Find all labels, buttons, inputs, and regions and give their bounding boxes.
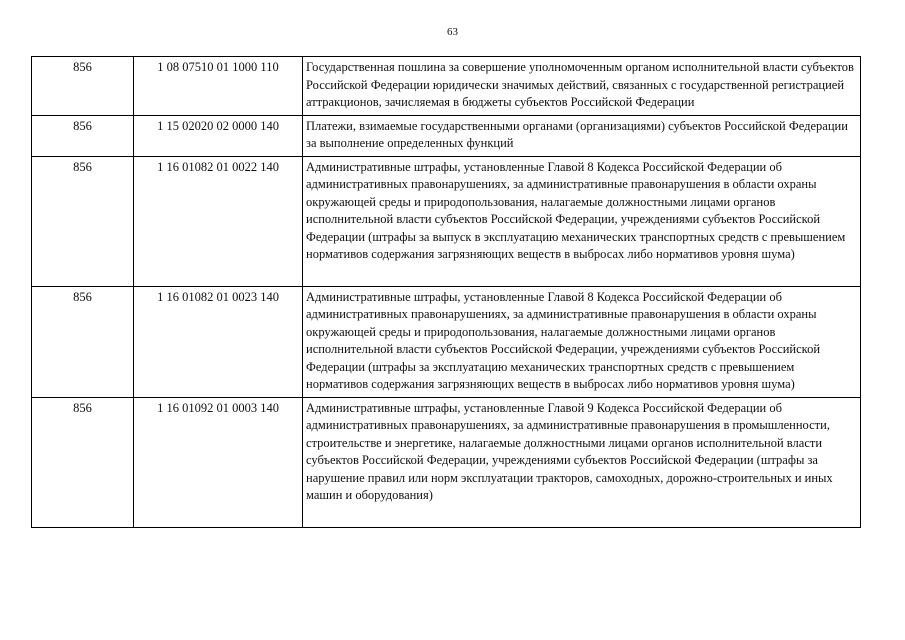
kbk-code-cell: 1 16 01082 01 0023 140	[134, 286, 303, 397]
admin-code-cell: 856	[32, 57, 134, 116]
table-row	[32, 397, 861, 527]
table-row	[32, 57, 861, 116]
admin-code-cell: 856	[32, 397, 134, 527]
description-cell: Административные штрафы, установленные Главой 8 Кодекса Российской Федерации об административных правонарушениях, за административные правонарушения в области охраны окружающей среды и природопользования, налагаемые должностными лицами органов исполнительной власти субъектов Российской Федерации, учреждениями субъектов Российской Федерации (штрафы за эксплуатацию механических транспортных средств с превышением нормативов содержания загрязняющих веществ в выбросах либо нормативов уровня шума)	[303, 286, 861, 397]
kbk-code-cell: 1 16 01082 01 0022 140	[134, 156, 303, 286]
kbk-code-cell: 1 16 01092 01 0003 140	[134, 397, 303, 527]
page-number: 63	[447, 26, 458, 38]
admin-code-cell: 856	[32, 156, 134, 286]
description-cell: Платежи, взимаемые государственными органами (организациями) субъектов Российской Федерации за выполнение определенных функций	[303, 115, 861, 156]
table-row	[32, 156, 861, 286]
description-cell: Административные штрафы, установленные Главой 8 Кодекса Российской Федерации об административных правонарушениях, за административные правонарушения в области охраны окружающей среды и природопользования, налагаемые должностными лицами органов исполнительной власти субъектов Российской Федерации, учреждениями субъектов Российской Федерации (штрафы за выпуск в эксплуатацию механических транспортных средств с превышением нормативов содержания загрязняющих веществ в выбросах либо нормативов уровня шума)	[303, 156, 861, 286]
admin-code-cell: 856	[32, 286, 134, 397]
kbk-code-cell: 1 08 07510 01 1000 110	[134, 57, 303, 116]
table-row	[32, 286, 861, 397]
description-cell: Государственная пошлина за совершение уполномоченным органом исполнительной власти субъектов Российской Федерации юридически значимых действий, связанных с государственной регистрацией аттракционов, зачисляемая в бюджеты субъектов Российской Федерации	[303, 57, 861, 116]
table-row	[32, 115, 861, 156]
description-cell: Административные штрафы, установленные Главой 9 Кодекса Российской Федерации об административных правонарушениях, за административные правонарушения в промышленности, строительстве и энергетике, налагаемые должностными лицами органов исполнительной власти субъектов Российской Федерации, учреждениями субъектов Российской Федерации (штрафы за нарушение правил или норм эксплуатации тракторов, самоходных, дорожно-строительных и иных машин и оборудования)	[303, 397, 861, 527]
admin-code-cell: 856	[32, 115, 134, 156]
budget-classification-table	[31, 56, 861, 528]
kbk-code-cell: 1 15 02020 02 0000 140	[134, 115, 303, 156]
